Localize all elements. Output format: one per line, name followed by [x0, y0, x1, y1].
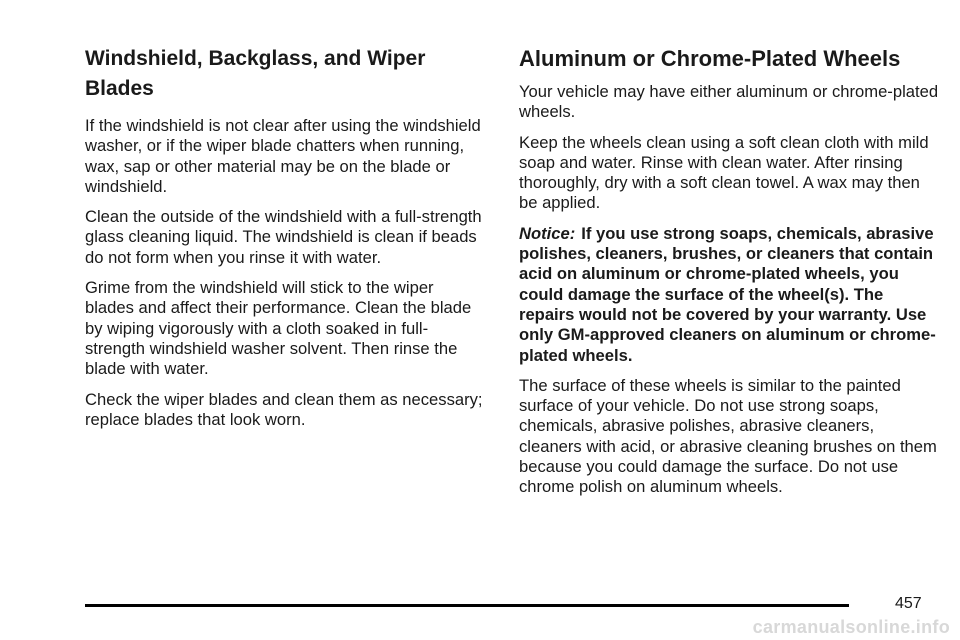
windshield-paragraph: Check the wiper blades and clean them as necessary; replace blades that look worn.	[85, 389, 483, 429]
notice-text: If you use strong soaps, chemicals, abrasive polishes, cleaners, brushes, or cleaners that contain acid on aluminum or chrome-plated wheels, you could damage the surface of the wheel(s). The repairs would not be covered by your warranty. Use only GM-approved cleaners on aluminum or chrome-plated wheels.	[519, 223, 936, 365]
left-column	[85, 44, 485, 440]
footer-rule	[85, 604, 849, 607]
windshield-section-heading: Windshield, Backglass, and Wiper Blades	[85, 47, 426, 100]
notice-label: Notice:	[519, 223, 576, 243]
windshield-paragraph: Clean the outside of the windshield with a full-strength glass cleaning liquid. The windshield is clean if beads do not form when you rinse it with water.	[85, 207, 482, 267]
wheels-paragraph: Your vehicle may have either aluminum or chrome-plated wheels.	[519, 82, 939, 122]
right-column	[519, 44, 939, 508]
page-number: 457	[895, 595, 922, 612]
watermark: carmanualsonline.info	[752, 617, 950, 637]
windshield-paragraph: Grime from the windshield will stick to the wiper blades and affect their performance. Clean the blade by wiping vigorously with a cloth soaked in full-strength windshield washer solvent. Then rinse the blade with water.	[85, 278, 472, 379]
wheels-closing-paragraph: The surface of these wheels is similar to the painted surface of your vehicle. Do not use strong soaps, chemicals, abrasive polishes, abrasive cleaners, cleaners with acid, or abrasive cleaning brushes on them because you could damage the surface. Do not use chrome polish on aluminum wheels.	[519, 375, 937, 497]
wheels-paragraph: Keep the wheels clean using a soft clean cloth with mild soap and water. Rinse with clean water. After rinsing thoroughly, dry with a soft clean towel. A wax may then be applied.	[519, 132, 929, 213]
wheels-section-heading: Aluminum or Chrome-Plated Wheels	[519, 46, 901, 71]
windshield-paragraph: If the windshield is not clear after using the windshield washer, or if the wiper blade chatters when running, wax, sap or other material may be on the blade or windshield.	[85, 116, 481, 196]
notice-block	[519, 224, 939, 366]
